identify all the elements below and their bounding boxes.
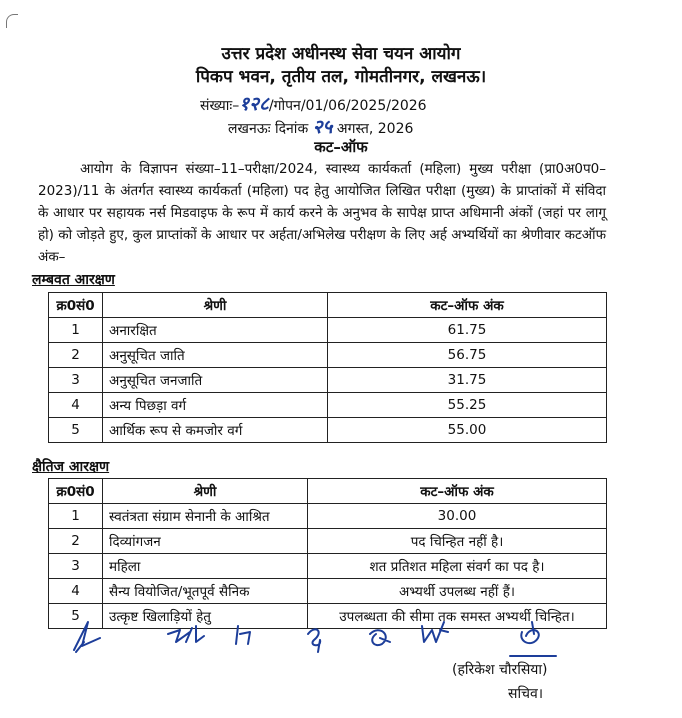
date-line <box>228 113 413 139</box>
row-sn: 4 <box>49 393 103 418</box>
row-cutoff: शत प्रतिशत महिला संवर्ग का पद है। <box>308 554 607 579</box>
row-sn: 3 <box>49 368 103 393</box>
table-row <box>49 529 607 554</box>
signature-2 <box>168 626 204 642</box>
ref-prefix: संख्याः– <box>200 98 240 114</box>
row-category: उत्कृष्ट खिलाड़ियों हेतु <box>103 604 308 629</box>
row-cutoff: 30.00 <box>308 504 607 529</box>
signature-1 <box>74 622 100 652</box>
header-cutoff: कट–ऑफ अंक <box>308 479 607 504</box>
row-sn: 5 <box>49 418 103 443</box>
row-category: सैन्य वियोजित/भूतपूर्व सैनिक <box>103 579 308 604</box>
row-cutoff: अभ्यर्थी उपलब्ध नहीं हैं। <box>308 579 607 604</box>
row-category: स्वतंत्रता संग्राम सेनानी के आश्रित <box>103 504 308 529</box>
vertical-reservation-label: लम्बवत आरक्षण <box>32 272 115 288</box>
table-row <box>49 318 607 343</box>
signature-3 <box>236 626 250 644</box>
ref-number-handwritten: १२८ <box>239 93 269 115</box>
ref-suffix: /गोपन/01/06/2025/2026 <box>268 98 427 114</box>
document-title: कट–ऑफ <box>314 138 368 156</box>
table-row <box>49 554 607 579</box>
table-row <box>49 504 607 529</box>
row-category: दिव्यांगजन <box>103 529 308 554</box>
signatory-name: (हरिकेश चौरसिया) <box>452 662 548 678</box>
row-sn: 1 <box>49 504 103 529</box>
row-cutoff: पद चिन्हित नहीं है। <box>308 529 607 554</box>
table-row <box>49 343 607 368</box>
row-cutoff: 56.75 <box>328 343 607 368</box>
row-category: अनुसूचित जाति <box>103 343 328 368</box>
table-header-row <box>49 479 607 504</box>
header-category: श्रेणी <box>103 293 328 318</box>
row-category: आर्थिक रूप से कमजोर वर्ग <box>103 418 328 443</box>
table-row <box>49 368 607 393</box>
horizontal-reservation-label: क्षैतिज आरक्षण <box>32 459 110 475</box>
table-row <box>49 393 607 418</box>
row-sn: 2 <box>49 343 103 368</box>
table-row <box>49 418 607 443</box>
row-category: अन्य पिछड़ा वर्ग <box>103 393 328 418</box>
horizontal-reservation-table <box>48 478 607 629</box>
row-cutoff: 55.00 <box>328 418 607 443</box>
row-cutoff: 61.75 <box>328 318 607 343</box>
row-category: महिला <box>103 554 308 579</box>
row-sn: 3 <box>49 554 103 579</box>
row-sn: 5 <box>49 604 103 629</box>
row-category: अनुसूचित जनजाति <box>103 368 328 393</box>
date-suffix: अगस्त, 2026 <box>336 121 414 137</box>
row-sn: 4 <box>49 579 103 604</box>
header-category: श्रेणी <box>103 479 308 504</box>
header-sn: क्र0सं0 <box>49 479 103 504</box>
page-corner-mark <box>6 14 18 28</box>
date-day-handwritten: २५ <box>312 116 333 138</box>
signature-4 <box>308 629 320 652</box>
body-paragraph: आयोग के विज्ञापन संख्या–11–परीक्षा/2024, स्वास्थ्य कार्यकर्ता (महिला) मुख्य परीक्षा (प्रा0अ0प0–2023)/11 के अंतर्गत स्वास्थ्य कार्यकर्ता (महिला) पद हेतु आयोजित लिखित परीक्षा (मुख्य) के प्राप्तांकों में संविदा के आधार पर सहायक नर्स मिडवाइफ के रूप में कार्य करने के अनुभव के सापेक्ष प्राप्त अधिमानी अंकों (जहां पर लागू हो) को जोड़ते हुए, कुल प्राप्तांकों के आधार पर अर्हता/अभिलेख परीक्षण के लिए अर्ह अभ्यर्थियों का श्रेणीवार कटऑफ अंक– <box>38 161 606 265</box>
org-address: पिकप भवन, तृतीय तल, गोमतीनगर, लखनऊ। <box>195 67 487 87</box>
header-sn: क्र0सं0 <box>49 293 103 318</box>
org-name: उत्तर प्रदेश अधीनस्थ सेवा चयन आयोग <box>221 44 461 64</box>
signatory-designation: सचिव। <box>508 686 544 702</box>
signature-5 <box>370 630 390 645</box>
vertical-reservation-table <box>48 292 607 443</box>
header-cutoff: कट–ऑफ अंक <box>328 293 607 318</box>
row-cutoff: 55.25 <box>328 393 607 418</box>
row-sn: 2 <box>49 529 103 554</box>
table-header-row <box>49 293 607 318</box>
row-cutoff: 31.75 <box>328 368 607 393</box>
table-row <box>49 579 607 604</box>
row-sn: 1 <box>49 318 103 343</box>
row-category: अनारक्षित <box>103 318 328 343</box>
signature-6 <box>422 622 448 642</box>
signature-7 <box>510 622 556 656</box>
date-prefix: लखनऊः दिनांक <box>228 121 309 137</box>
row-cutoff: उपलब्धता की सीमा तक समस्त अभ्यर्थी चिन्हित। <box>308 604 607 629</box>
